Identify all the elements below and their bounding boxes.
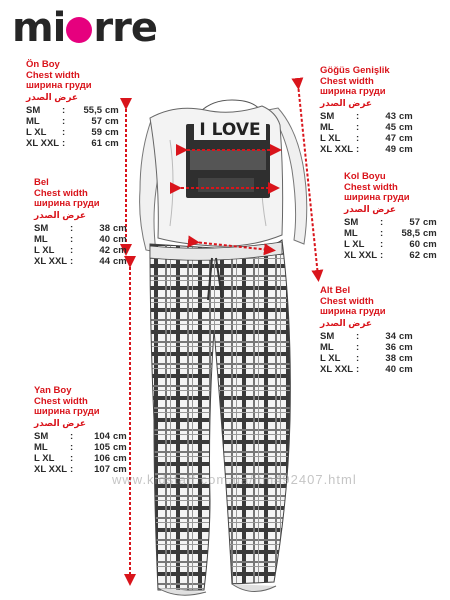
- on-boy-block: [26, 60, 119, 149]
- gogus-block: [320, 66, 413, 155]
- kol-boyu-title-ar: عرض الصدر: [344, 203, 397, 214]
- gogus-rows: [320, 111, 413, 155]
- size-row: ML : 40 cm: [34, 234, 127, 245]
- gogus-title: Göğüs Genişlik: [320, 65, 390, 76]
- watermark-text: www.kidstaff.com.ua/itm492407.html: [112, 472, 357, 487]
- size-row: SM : 38 cm: [34, 223, 127, 234]
- size-row: L XL : 106 cm: [34, 453, 127, 464]
- on-boy-title-ar: عرض الصدر: [26, 91, 79, 102]
- gogus-title-ru: ширина груди: [320, 86, 386, 97]
- alt-bel-block: [320, 286, 413, 375]
- size-row: SM : 57 cm: [344, 217, 437, 228]
- bel-title-ar: عرض الصدر: [34, 209, 87, 220]
- shirt-print-text: [194, 120, 266, 140]
- yan-boy-title-ar: عرض الصدر: [34, 417, 87, 428]
- bel-block: [34, 178, 127, 267]
- bel-title-en: Chest width: [34, 187, 88, 199]
- size-row: XL XXL : 40 cm: [320, 364, 413, 375]
- on-boy-title: Ön Boy: [26, 59, 60, 70]
- kol-boyu-block: [344, 172, 437, 261]
- bel-title: Bel: [34, 177, 49, 188]
- alt-bel-rows: [320, 331, 413, 375]
- kol-boyu-rows: [344, 217, 437, 261]
- alt-bel-title-ar: عرض الصدر: [320, 317, 373, 328]
- kol-boyu-title-ru: ширина груди: [344, 192, 410, 203]
- kol-boyu-title-en: Chest width: [344, 181, 398, 193]
- alt-bel-title: Alt Bel: [320, 285, 351, 296]
- yan-boy-rows: [34, 431, 127, 475]
- yan-boy-title: Yan Boy: [34, 385, 72, 396]
- size-row: XL XXL : 61 cm: [26, 138, 119, 149]
- kol-boyu-title: Kol Boyu: [344, 171, 386, 182]
- alt-bel-title-en: Chest width: [320, 295, 374, 307]
- size-row: SM : 43 cm: [320, 111, 413, 122]
- size-row: XL XXL : 44 cm: [34, 256, 127, 267]
- yan-boy-title-ru: ширина груди: [34, 406, 100, 417]
- shirt-print-line1: I LOVE: [199, 120, 261, 140]
- bel-rows: [34, 223, 127, 267]
- yan-boy-title-en: Chest width: [34, 395, 88, 407]
- size-row: L XL : 47 cm: [320, 133, 413, 144]
- yan-boy-block: [34, 386, 127, 475]
- size-row: SM : 104 cm: [34, 431, 127, 442]
- logo-text-a: mi: [12, 5, 66, 51]
- size-row: L XL : 59 cm: [26, 127, 119, 138]
- size-row: SM : 55,5 cm: [26, 105, 119, 116]
- logo-text-b: rre: [93, 5, 157, 51]
- size-row: XL XXL : 107 cm: [34, 464, 127, 475]
- size-row: ML : 45 cm: [320, 122, 413, 133]
- on-boy-rows: [26, 105, 119, 149]
- size-row: ML : 57 cm: [26, 116, 119, 127]
- size-row: XL XXL : 62 cm: [344, 250, 437, 261]
- size-row: ML : 36 cm: [320, 342, 413, 353]
- size-row: L XL : 42 cm: [34, 245, 127, 256]
- bel-title-ru: ширина груди: [34, 198, 100, 209]
- alt-bel-title-ru: ширина груди: [320, 306, 386, 317]
- size-row: ML : 58,5 cm: [344, 228, 437, 239]
- gogus-title-en: Chest width: [320, 75, 374, 87]
- gogus-title-ar: عرض الصدر: [320, 97, 373, 108]
- size-row: SM : 34 cm: [320, 331, 413, 342]
- on-boy-title-ru: ширина груди: [26, 80, 92, 91]
- size-row: L XL : 60 cm: [344, 239, 437, 250]
- on-boy-title-en: Chest width: [26, 69, 80, 81]
- size-row: L XL : 38 cm: [320, 353, 413, 364]
- size-row: ML : 105 cm: [34, 442, 127, 453]
- size-row: XL XXL : 49 cm: [320, 144, 413, 155]
